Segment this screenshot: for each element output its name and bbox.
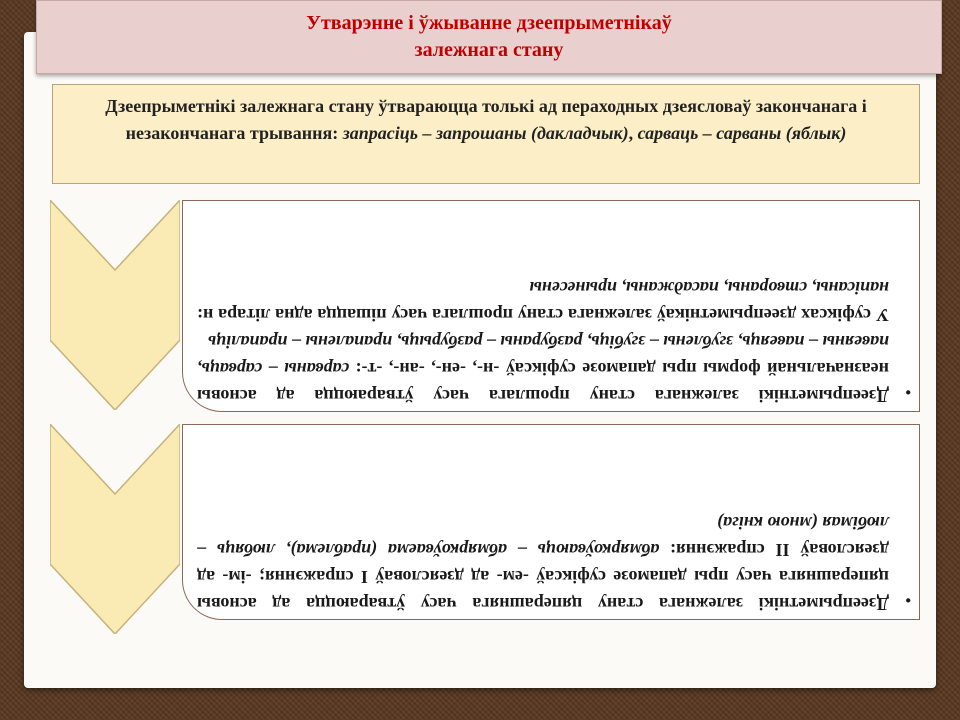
intro-example-1: запрасіць – запрошаны (дакладчык) — [342, 123, 629, 143]
chevron-down-icon — [50, 200, 180, 410]
past-spelling-rule: У суфіксах дзеепрыметнікаў залежнага стану прошлага часу пішацца адна літара н: — [197, 305, 889, 325]
intro-box — [52, 84, 920, 184]
past-spelling-examples: напісаны, створаны, пасаджаны, прынесены — [529, 278, 889, 298]
rule-block-present-tense-content — [183, 425, 919, 619]
intro-example-2-note: (яблык) — [785, 123, 847, 143]
chevron-down-icon — [50, 424, 180, 634]
rule-block-present-tense — [182, 424, 920, 620]
present-rule-examples: абмяркоўваюць – абмяркоўваема (праблема), любяць – любімая (мною кніга) — [197, 513, 889, 560]
rule-block-past-tense — [182, 200, 920, 412]
past-rule-text: Дзеепрыметнікі залежнага стану прошлага часу ўтвараюцца ад асновы неазначальнай формы пры дапамозе суфіксаў -н-, -ен-, -ан-, -т-: — [197, 359, 889, 406]
bullet: • — [905, 591, 911, 608]
slide-title — [36, 0, 942, 74]
intro-example-2: сарваць – сарваны — [637, 123, 782, 143]
title-line-1: Утварэнне і ўжыванне дзеепрыметнікаў — [306, 12, 672, 34]
intro-lead: Дзеепрыметнікі залежнага стану ўтвараюцца толькі ад пераходных дзеясловаў закончанага і незакончанага трывання: — [105, 96, 867, 143]
rule-block-past-tense-content — [183, 201, 919, 411]
intro-separator: , — [628, 123, 634, 143]
title-line-2: залежнага стану — [414, 39, 564, 61]
present-rule-text: Дзеепрыметнікі залежнага стану цяперашняга часу ўтвараюцца ад асновы цяперашняга часу пры дапамозе суфіксаў -ем- ад дзеясловаў I спражэння; -ім- ад дзеясловаў II спражэння: — [197, 540, 889, 614]
bullet: • — [905, 383, 911, 400]
past-rule-examples: сарваны – сарваць, павеяны – павеяць, згублены – згубіць, разбураны – разбурыць, прапалены – прапаліць — [197, 332, 889, 379]
